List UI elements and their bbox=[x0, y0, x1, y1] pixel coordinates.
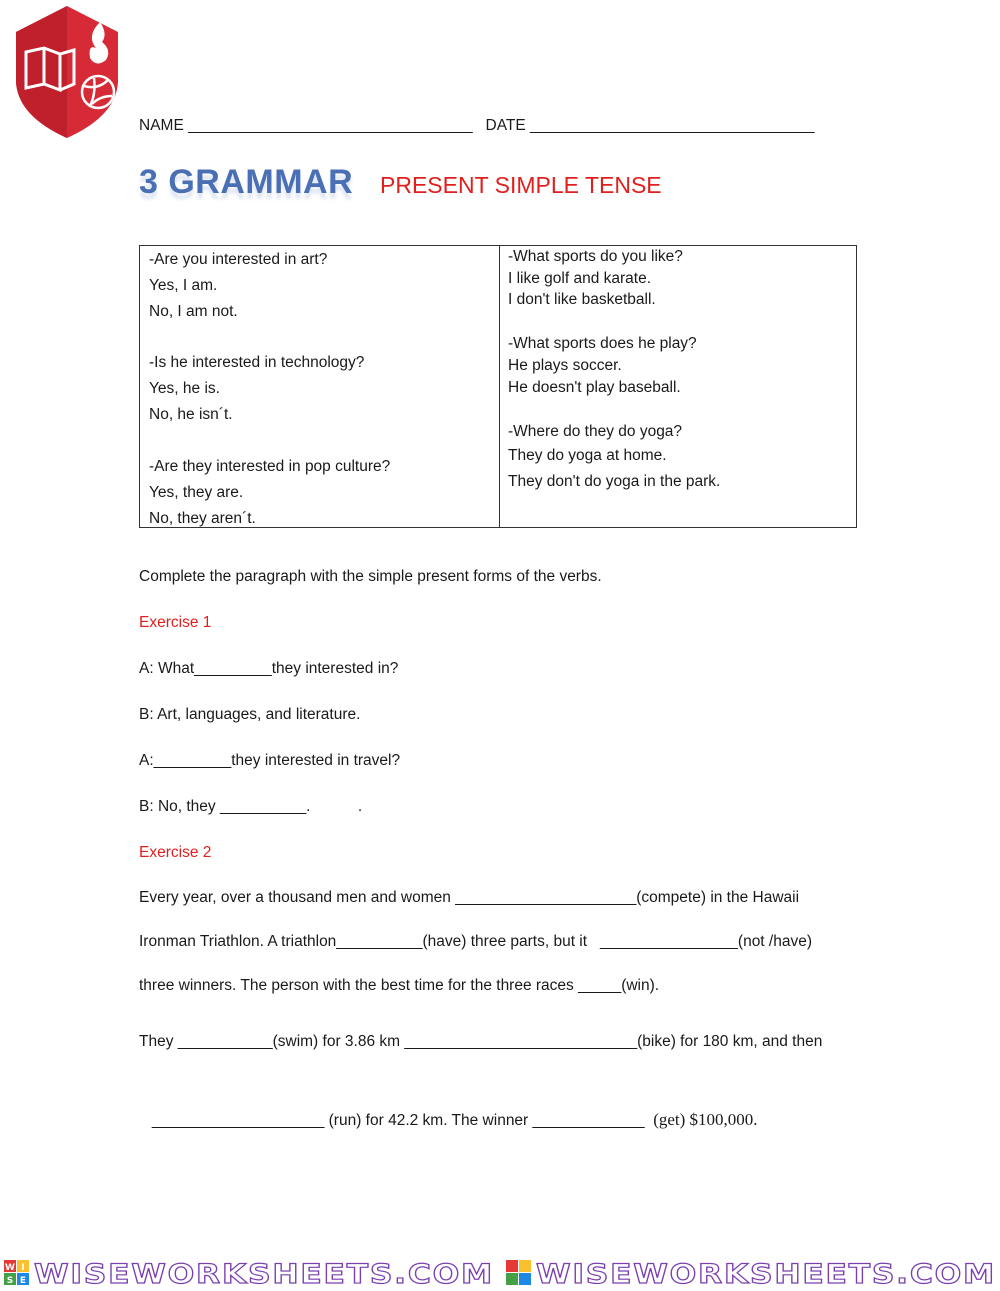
exercise-2-last-line-serif: (get) $100,000. bbox=[653, 1110, 758, 1129]
exercise-2-last-line-text[interactable]: ____________________ (run) for 42.2 km. The winner _____________ bbox=[147, 1112, 654, 1129]
unit-title: 3 GRAMMAR bbox=[139, 163, 354, 201]
table-right-line: They don't do yoga in the park. bbox=[508, 473, 721, 490]
table-left-line: Yes, I am. bbox=[149, 277, 218, 294]
table-left-line: No, they aren´t. bbox=[149, 510, 256, 527]
table-column-divider bbox=[499, 246, 500, 527]
badge-letter: I bbox=[21, 1263, 25, 1273]
table-right-line: He doesn't play baseball. bbox=[508, 379, 681, 396]
exercise-2-heading: Exercise 2 bbox=[139, 844, 212, 861]
table-right-line: -What sports does he play? bbox=[508, 335, 697, 352]
grammar-examples-table bbox=[139, 245, 857, 528]
badge-letter: S bbox=[6, 1276, 14, 1286]
table-right-line: I don't like basketball. bbox=[508, 291, 656, 308]
footer-site-name: WISEWORKSHEETS.COM bbox=[536, 1259, 996, 1290]
table-left-line: No, I am not. bbox=[149, 303, 238, 320]
exercise-1-heading: Exercise 1 bbox=[139, 614, 212, 631]
wise-badge-icon bbox=[506, 1260, 531, 1285]
school-shield-logo bbox=[12, 4, 122, 140]
table-left-line: -Is he interested in technology? bbox=[149, 354, 365, 371]
table-right-line: I like golf and karate. bbox=[508, 270, 652, 287]
unit-subtitle: PRESENT SIMPLE TENSE bbox=[380, 172, 662, 198]
table-left-line: -Are you interested in art? bbox=[149, 251, 328, 268]
exercise-1-line: B: Art, languages, and literature. bbox=[139, 706, 361, 723]
exercise-1-line[interactable]: B: No, they __________. . bbox=[139, 798, 363, 815]
name-label: NAME bbox=[139, 117, 184, 134]
table-left-line: Yes, they are. bbox=[149, 484, 244, 501]
exercise-2-line[interactable]: Ironman Triathlon. A triathlon__________(have) three parts, but it ________________(not /have) bbox=[139, 933, 813, 950]
footer-site-name: WISEWORKSHEETS.COM bbox=[34, 1259, 494, 1290]
table-left-line: No, he isn´t. bbox=[149, 406, 233, 423]
table-left-line: -Are they interested in pop culture? bbox=[149, 458, 391, 475]
footer-watermark bbox=[0, 1250, 1000, 1291]
name-blank[interactable]: _________________________________ bbox=[188, 117, 473, 134]
exercise-1-line[interactable]: A:_________they interested in travel? bbox=[139, 752, 401, 769]
wise-badge-icon bbox=[4, 1260, 29, 1286]
badge-letter: W bbox=[5, 1263, 15, 1273]
table-right-line: He plays soccer. bbox=[508, 357, 622, 374]
table-right-line: They do yoga at home. bbox=[508, 447, 667, 464]
exercise-2-last-line[interactable] bbox=[139, 1090, 758, 1131]
date-blank[interactable]: _________________________________ bbox=[530, 117, 815, 134]
exercise-2-line[interactable]: They ___________(swim) for 3.86 km ___________________________(bike) for 180 km, and then bbox=[139, 1033, 823, 1050]
exercise-2-line[interactable]: three winners. The person with the best time for the three races _____(win). bbox=[139, 977, 660, 994]
instructions-text: Complete the paragraph with the simple present forms of the verbs. bbox=[139, 568, 602, 585]
table-right-line: -What sports do you like? bbox=[508, 248, 683, 265]
table-left-line: Yes, he is. bbox=[149, 380, 220, 397]
table-right-line: -Where do they do yoga? bbox=[508, 423, 683, 440]
badge-letter: E bbox=[19, 1276, 27, 1286]
date-label: DATE bbox=[485, 117, 526, 134]
exercise-2-line[interactable]: Every year, over a thousand men and women _____________________(compete) in the Hawaii bbox=[139, 889, 800, 906]
name-date-line bbox=[139, 116, 815, 136]
exercise-1-line[interactable]: A: What_________they interested in? bbox=[139, 660, 399, 677]
